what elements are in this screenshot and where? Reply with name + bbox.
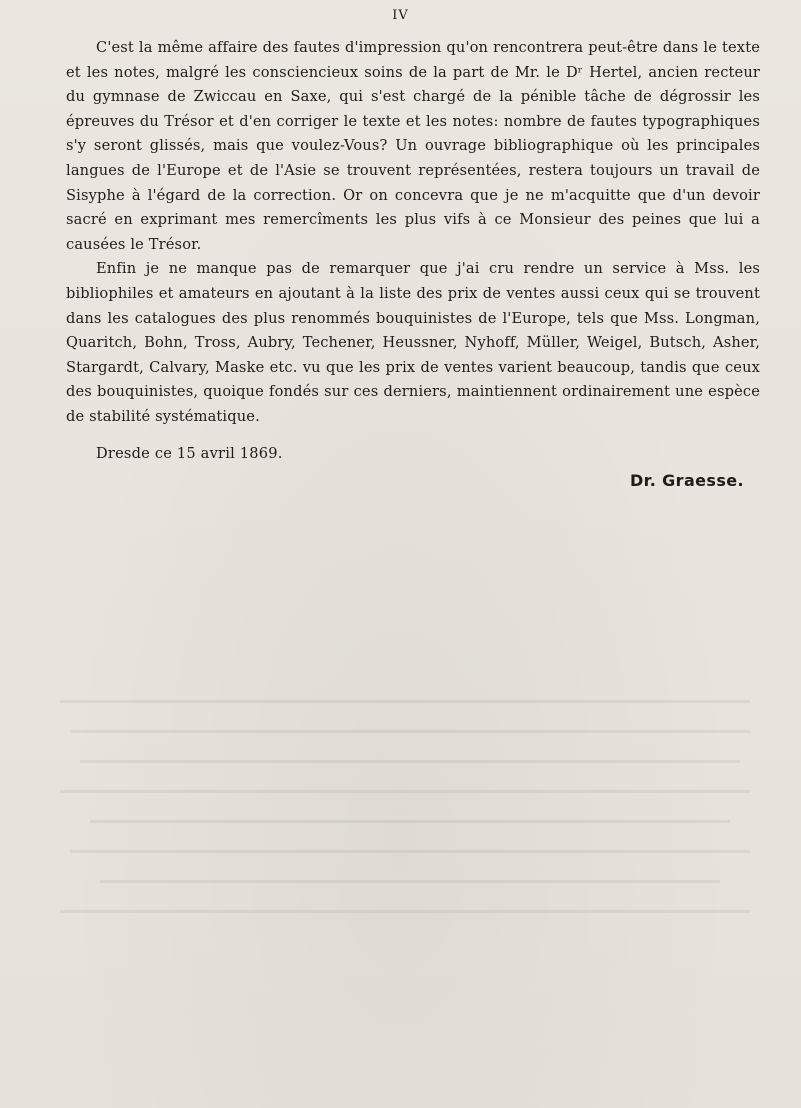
author-signature: Dr. Graesse.: [630, 471, 744, 491]
bleed-through-texture: [0, 690, 801, 1108]
paragraph-errata: C'est la même affaire des fautes d'impression qu'on rencontrera peut-être dans le texte et les notes, malgré les consciencieux soins de la part de Mr. le Dʳ Hertel, ancien recteur du gymnase de Zwiccau en Saxe, qui s'est chargé de la pénible tâche de dégrossir les épreuves du Trésor et d'en corriger le texte et les notes: nombre de fautes typographiques s'y seront glissés, mais que voulez-Vous? Un ouvrage bibliographique où les principales langues de l'Europe et de l'Asie se trouvent représentées, restera toujours un travail de Sisyphe à l'égard de la correction. Or on concevra que je ne m'acquitte que d'un devoir sacré en exprimant mes remercîments les plus vifs à ce Monsieur des peines que lui a causées le Trésor.: [66, 39, 760, 253]
page-number: IV: [392, 8, 409, 23]
preface-text: [66, 36, 760, 494]
place-date-line: Dresde ce 15 avril 1869.: [96, 444, 283, 462]
paragraph-booksellers: Enfin je ne manque pas de remarquer que j'ai cru rendre un service à Mss. les bibliophiles et amateurs en ajoutant à la liste des prix de ventes aussi ceux qui se trouvent dans les catalogues des plus renommés bouquinistes de l'Europe, tels que Mss. Longman, Quaritch, Bohn, Tross, Aubry, Techener, Heussner, Nyhoff, Müller, Weigel, Butsch, Asher, Stargardt, Calvary, Maske etc. vu que les prix de ventes varient beaucoup, tandis que ceux des bouquinistes, quoique fondés sur ces derniers, maintiennent ordinairement une espèce de stabilité systématique.: [66, 260, 760, 425]
